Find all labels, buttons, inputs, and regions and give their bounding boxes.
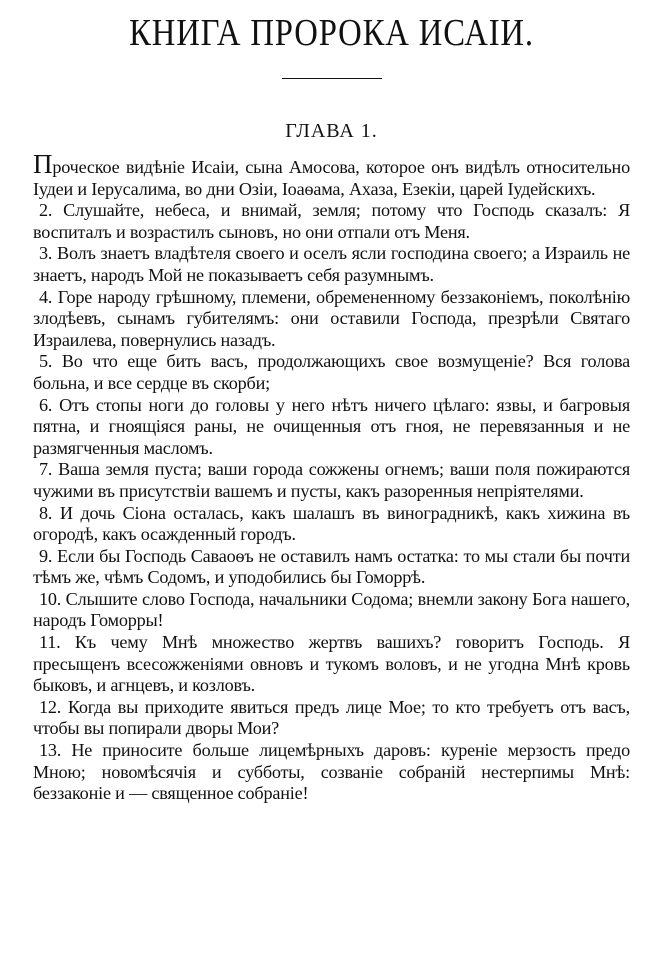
chapter-title: ГЛАВА 1. [285, 120, 378, 142]
verse-6: 6. Отъ стопы ноги до головы у него нѣтъ ничего цѣлаго: язвы, и багровыя пятна, и гноящіяся раны, не очищенныя отъ гноя, не перевязанныя и не размягченныя масломъ. [33, 394, 630, 458]
verse-10: 10. Слышите слово Господа, начальники Содома; внемли закону Бога нашего, народъ Гоморры! [33, 588, 630, 631]
verse-1-text: роческое видѣніе Исаіи, сына Амосова, которое онъ видѣлъ относительно Іудеи и Іерусалима, во дни Озіи, Іоаѳама, Ахаза, Езекіи, царей Іудейскихъ. [33, 157, 630, 199]
verse-8: 8. И дочь Сіона осталась, какъ шалашъ въ виноградникѣ, какъ хижина въ огородѣ, какъ осажденный городъ. [33, 502, 630, 545]
verse-list [33, 149, 630, 805]
verse-3: 3. Волъ знаетъ владѣтеля своего и оселъ ясли господина своего; а Израиль не знаетъ, народъ Мой не показываетъ себя разумнымъ. [33, 243, 630, 285]
verse-7: 7. Ваша земля пуста; ваши города сожжены огнемъ; ваши поля пожираются чужими въ присутствіи вашемъ и пусты, какъ разоренныя непріятелями. [33, 459, 630, 501]
verse-5: 5. Во что еще бить васъ, продолжающихъ свое возмущеніе? Вся голова больна, и все сердце въ скорби; [33, 351, 630, 393]
verse-13: 13. Не приносите больше лицемѣрныхъ даровъ: куреніе мерзость предо Мною; новомѣсячія и субботы, созваніе собраній нестерпимы Мнѣ: беззаконіе и — священное собраніе! [33, 740, 630, 804]
verse-1-initial-letter: П [33, 149, 53, 179]
verse-2: 2. Слушайте, небеса, и внимай, земля; потому что Господь сказалъ: Я воспиталъ и возрастилъ сыновъ, но они отпали отъ Меня. [33, 200, 630, 242]
title-divider [282, 78, 382, 79]
book-title: КНИГА ПРОРОКА ИСАІИ. [129, 12, 534, 54]
verse-12: 12. Когда вы приходите явиться предъ лице Мое; то кто требуетъ отъ васъ, чтобы вы попирали дворы Мои? [33, 696, 630, 739]
verse-1 [33, 149, 630, 200]
verse-11: 11. Къ чему Мнѣ множество жертвъ вашихъ? говоритъ Господь. Я пресыщенъ всесожженіями овновъ и тукомъ воловъ, и не угодна Мнѣ кровь быковъ, и агнцевъ, и козловъ. [33, 632, 630, 696]
verse-4: 4. Горе народу грѣшному, племени, обремененному беззаконіемъ, поколѣнію злодѣевъ, сынамъ губителямъ: они оставили Господа, презрѣли Святаго Израилева, повернулись назадъ. [33, 286, 630, 350]
verse-9: 9. Если бы Господь Саваоѳъ не оставилъ намъ остатка: то мы стали бы почти тѣмъ же, чѣмъ Содомъ, и уподобились бы Гоморрѣ. [33, 545, 630, 588]
